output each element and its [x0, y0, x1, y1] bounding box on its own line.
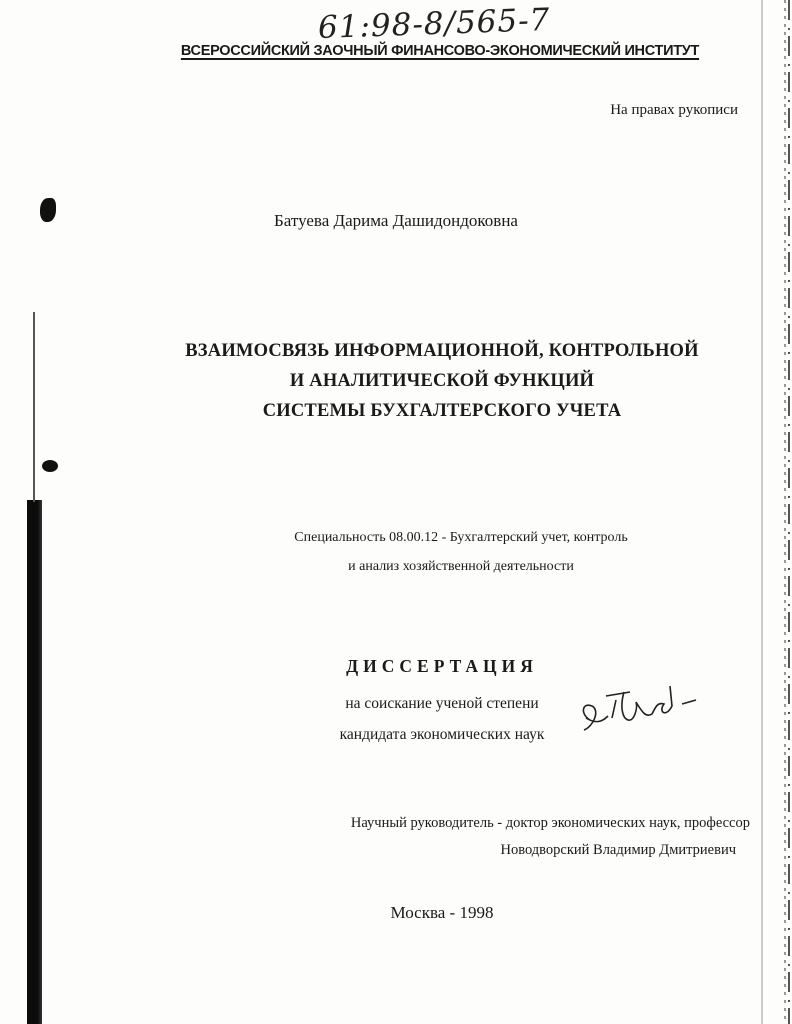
- institute-name: ВСЕРОССИЙСКИЙ ЗАОЧНЫЙ ФИНАНСОВО-ЭКОНОМИЧЕСКИЙ ИНСТИТУТ: [180, 43, 700, 59]
- scan-edge-right: [758, 0, 792, 1024]
- specialty-line: Специальность 08.00.12 - Бухгалтерский учет, контроль: [294, 530, 628, 545]
- title-line: СИСТЕМЫ БУХГАЛТЕРСКОГО УЧЕТА: [262, 401, 622, 421]
- city-year: Москва - 1998: [390, 903, 494, 922]
- degree-line: на соискание ученой степени: [345, 695, 539, 712]
- author-name: Батуева Дарима Дашидондоковна: [274, 211, 518, 230]
- specialty: [0, 523, 792, 581]
- archive-number: 61:98-8/565-7: [317, 1, 551, 47]
- dissertation-heading: ДИССЕРТАЦИЯ: [346, 656, 538, 676]
- supervisor-name: Новодворский Владимир Дмитриевич: [500, 842, 736, 858]
- specialty-line: и анализ хозяйственной деятельности: [348, 559, 574, 574]
- degree-line: кандидата экономических наук: [339, 726, 545, 743]
- supervisor-role: Научный руководитель - доктор экономических наук, профессор: [350, 815, 750, 831]
- rights-note: На правах рукописи: [610, 102, 738, 118]
- title-line: И АНАЛИТИЧЕСКОЙ ФУНКЦИЙ: [289, 371, 595, 391]
- dissertation-title: [0, 336, 792, 426]
- title-line: ВЗАИМОСВЯЗЬ ИНФОРМАЦИОННОЙ, КОНТРОЛЬНОЙ: [185, 341, 699, 361]
- handwritten-signature: [572, 678, 702, 748]
- punch-hole-mark: [42, 460, 58, 472]
